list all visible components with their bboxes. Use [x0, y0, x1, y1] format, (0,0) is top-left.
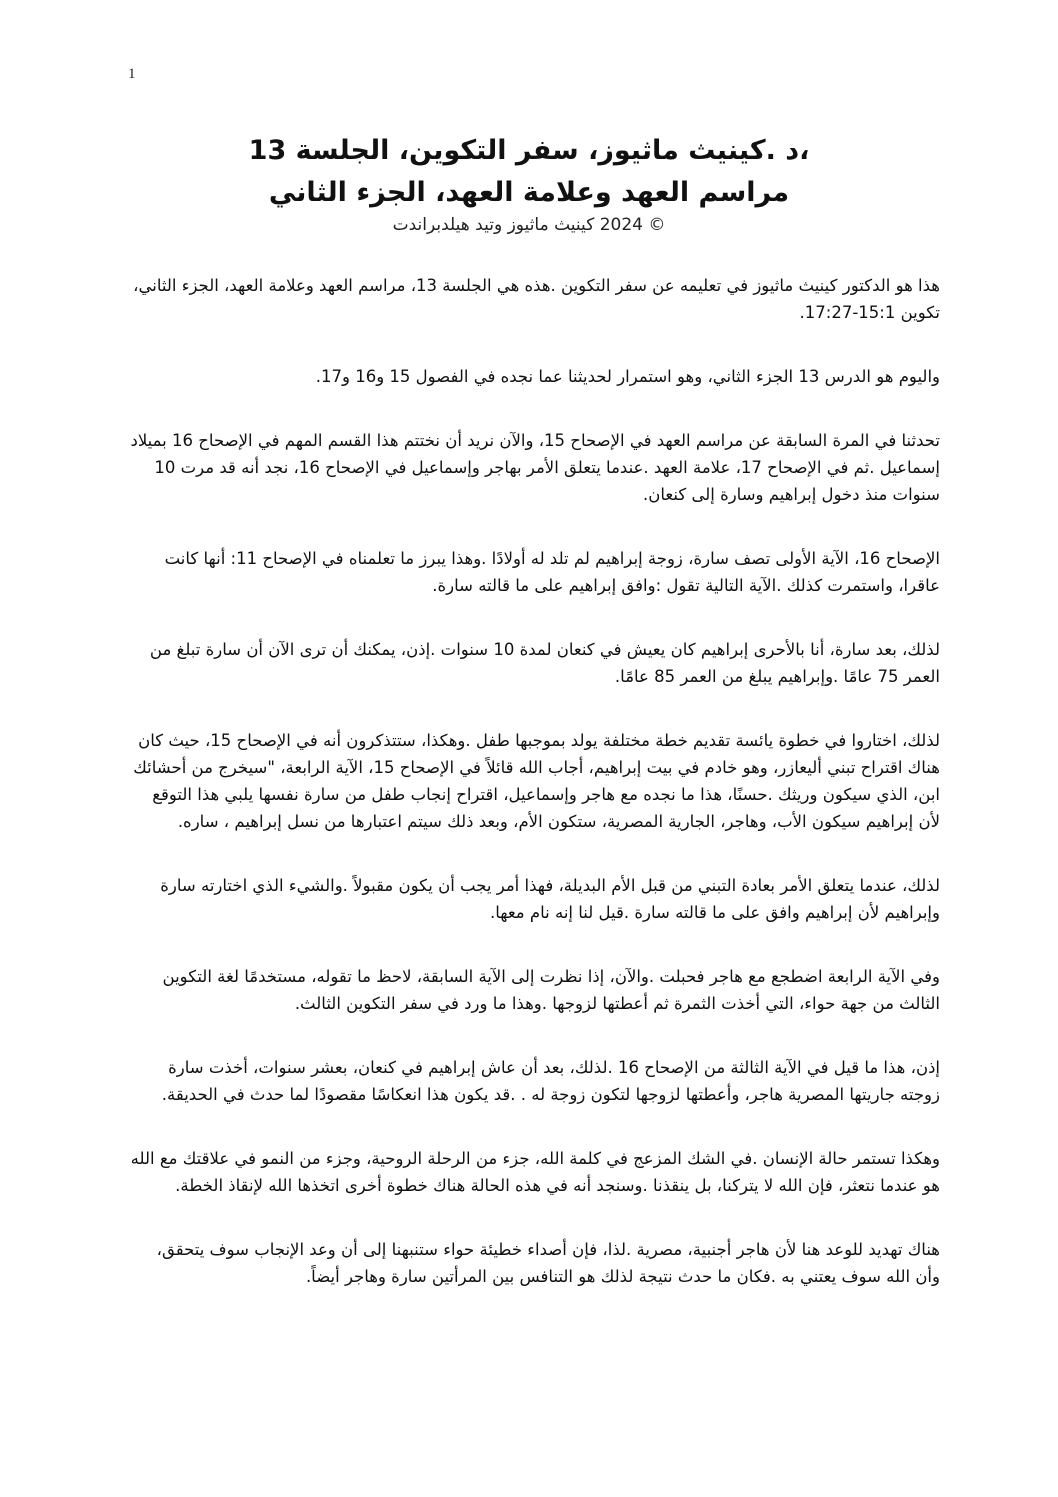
copyright-notice: © 2024 كينيث ماثيوز وتيد هيلدبراندت — [392, 215, 666, 235]
paragraph-3: تحدثنا في المرة السابقة عن مراسم العهد في الإصحاح 15، والآن نريد أن نختتم هذا القسم المهم في الإصحاح 16 بميلاد إسماعيل .ثم في الإصحاح 17، علامة العهد .عندما يتعلق الأمر بهاجر وإسماعيل في الإصحاح 16، نجد أنه قد مرت 10 سنوات منذ دخول إبراهيم وسارة إلى كنعان. — [130, 431, 940, 504]
paragraph-1: هذا هو الدكتور كينيث ماثيوز في تعليمه عن سفر التكوين .هذه هي الجلسة 13، مراسم العهد وعلامة العهد، الجزء الثاني، تكوين 15:1-17:27. — [133, 276, 940, 322]
paragraph-4: الإصحاح 16، الآية الأولى تصف سارة، زوجة إبراهيم لم تلد له أولادًا .وهذا يبرز ما تعلمناه في الإصحاح 11: أنها كانت عاقرا، واستمرت كذلك .الآية التالية تقول :وافق إبراهيم على ما قالته سارة. — [164, 549, 940, 595]
document-header — [120, 130, 938, 236]
paragraph-5: لذلك، بعد سارة، أنا بالأحرى إبراهيم كان يعيش في كنعان لمدة 10 سنوات .إذن، يمكنك أن ترى الآن أن سارة تبلغ من العمر 75 عامًا .وإبراهيم يبلغ من العمر 85 عامًا. — [149, 640, 940, 686]
paragraph-8: وفي الآية الرابعة اضطجع مع هاجر فحبلت .والآن، إذا نظرت إلى الآية السابقة، لاحظ ما تقوله، مستخدمًا لغة التكوين الثالث من جهة حواء، التي أخذت الثمرة ثم أعطتها لزوجها .وهذا ما ورد في سفر التكوين الثالث. — [162, 967, 940, 1013]
paragraph-11: هناك تهديد للوعد هنا لأن هاجر أجنبية، مصرية .لذا، فإن أصداء خطيئة حواء ستنبهنا إلى أن وعد الإنجاب سوف يتحقق، وأن الله سوف يعتني به .فكان ما حدث نتيجة لذلك هو التنافس بين المرأتين سارة وهاجر أيضاً. — [156, 1240, 940, 1286]
paragraph-2: واليوم هو الدرس 13 الجزء الثاني، وهو استمرار لحديثنا عما نجده في الفصول 15 و16 و17. — [315, 367, 940, 386]
page-number: 1 — [128, 66, 136, 82]
paragraph-9: إذن، هذا ما قيل في الآية الثالثة من الإصحاح 16 .لذلك، بعد أن عاش إبراهيم في كنعان، بعشر سنوات، أخذت سارة زوجته جاريتها المصرية هاجر، وأعطتها لزوجها لتكون زوجة له . .قد يكون هذا انعكاسًا مقصودًا لما حدث في الحديقة. — [161, 1058, 940, 1104]
paragraph-7: لذلك، عندما يتعلق الأمر بعادة التبني من قبل الأم البديلة، فهذا أمر يجب أن يكون مقبولاً .والشيء الذي اختارته سارة وإبراهيم لأن إبراهيم وافق على ما قالته سارة .قيل لنا إنه نام معها. — [160, 876, 940, 922]
document-body — [128, 272, 940, 1327]
title-line-1: ،د .كينيث ماثيوز، سفر التكوين، الجلسة 13 — [248, 135, 810, 166]
paragraph-10: وهكذا تستمر حالة الإنسان .في الشك المزعج في كلمة الله، جزء من الرحلة الروحية، وجزء من النمو في علاقتك مع الله هو عندما نتعثر، فإن الله لا يتركنا، بل ينقذنا .وسنجد أنه في هذه الحالة هناك خطوة أخرى اتخذها الله لإنقاذ الخطة. — [130, 1149, 940, 1195]
paragraph-6: لذلك، اختاروا في خطوة يائسة تقديم خطة مختلفة يولد بموجبها طفل .وهكذا، ستتذكرون أنه في الإصحاح 15، حيث كان هناك اقتراح تبني أليعازر، وهو خادم في بيت إبراهيم، أجاب الله قائلاً في الإصحاح 15، الآية الرابعة، "سيخرج من أحشائك ابن، الذي سيكون وريثك .حسنًا، هذا ما نجده مع هاجر وإسماعيل، اقتراح إنجاب طفل من سارة نفسها يلبي هذا التوقع لأن إبراهيم سيكون الأب، وهاجر، الجارية المصرية، ستكون الأم، وبعد ذلك سيتم اعتبارها من نسل إبراهيم ، ساره. — [133, 731, 940, 831]
title-line-2: مراسم العهد وعلامة العهد، الجزء الثاني — [268, 177, 790, 208]
